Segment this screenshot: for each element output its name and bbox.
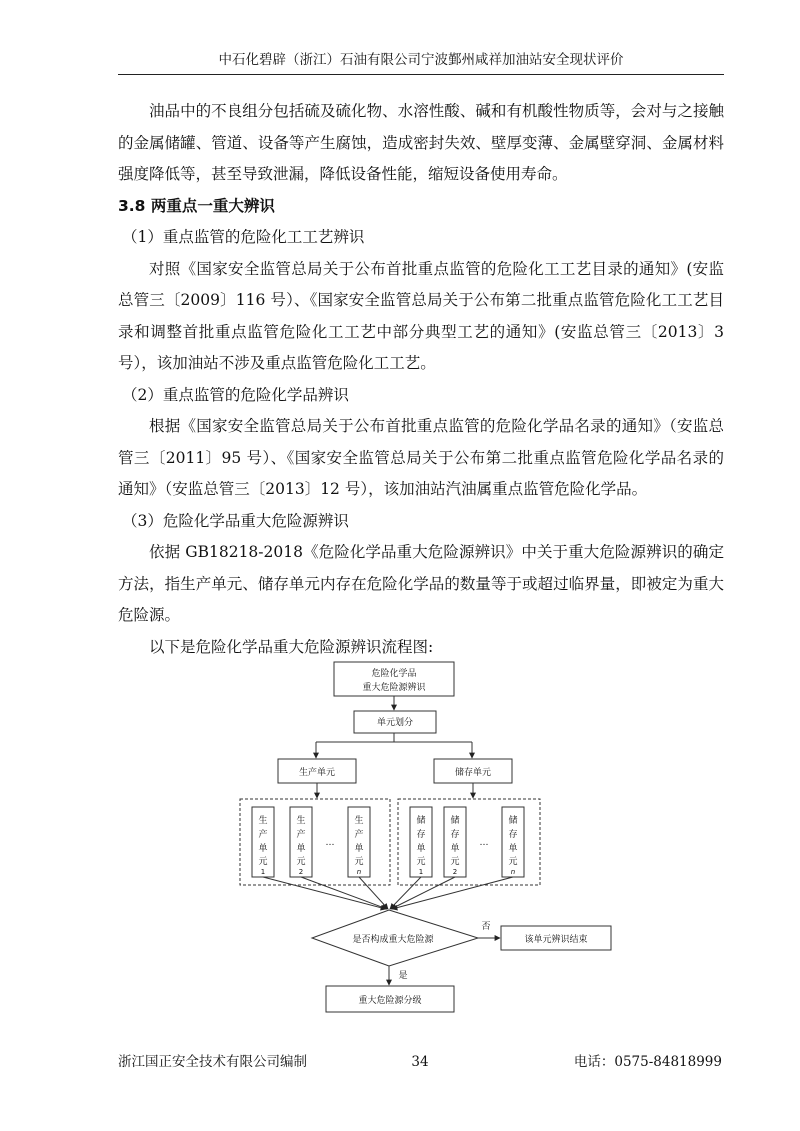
- paragraph-corrosion: 油品中的不良组分包括硫及硫化物、水溶性酸、碱和有机酸性物质等，会对与之接触的金属储罐、管道、设备等产生腐蚀，造成密封失效、壁厚变薄、金属壁穿洞、金属材料强度降低等，甚至导致泄漏，降低设备性能，缩短设备使用寿命。: [118, 102, 724, 183]
- unit-char: 储: [450, 816, 460, 826]
- unit-char: 单: [508, 844, 518, 854]
- subheading-process: （1）重点监管的危险化工工艺辨识: [122, 228, 365, 246]
- subheading-hazard-source: （3）危险化学品重大危险源辨识: [122, 511, 349, 530]
- unit-char: 单: [258, 844, 268, 854]
- unit-char: 元: [450, 857, 460, 867]
- unit-char: 元: [296, 857, 306, 867]
- unit-char: 生: [354, 816, 364, 826]
- unit-char: 产: [258, 830, 268, 840]
- unit-char: 产: [354, 830, 364, 840]
- flow-yes-label: 是: [398, 971, 408, 981]
- paragraph-chemicals: 根据《国家安全监管总局关于公布首批重点监管的危险化学品名录的通知》（安监总管三〔2011〕95 号）、《国家安全监管总局关于公布第二批重点监管危险化学品名录的通知》（安监总管三〔2013〕12 号），该加油站汽油属重点监管危险化学品。: [118, 417, 724, 498]
- flow-start-line1: 危险化学品: [371, 669, 417, 679]
- unit-char: 存: [508, 830, 518, 840]
- unit-char: 生: [258, 816, 268, 826]
- unit-char: 元: [258, 857, 268, 867]
- section-heading: 3.8 两重点一重大辨识: [118, 196, 275, 215]
- header-rule: [118, 74, 724, 75]
- flow-ellipsis: …: [479, 838, 489, 848]
- flow-no-label: 否: [481, 922, 491, 932]
- flow-decision-label: 是否构成重大危险源: [352, 935, 434, 945]
- unit-num: 1: [418, 868, 424, 876]
- paragraph-hazard-source: 依据 GB18218-2018《危险化学品重大危险源辨识》中关于重大危险源辨识的确定方法，指生产单元、储存单元内存在危险化学品的数量等于或超过临界量，即被定为重大危险源。: [118, 543, 724, 624]
- unit-num: n: [356, 868, 362, 876]
- flow-end-no-label: 该单元辨识结束: [524, 935, 588, 945]
- unit-char: 存: [416, 830, 426, 840]
- flow-ellipsis: …: [325, 838, 335, 848]
- unit-char: 生: [296, 816, 306, 826]
- unit-char: 单: [354, 844, 364, 854]
- unit-char: 单: [416, 844, 426, 854]
- footer-page-number: 34: [411, 1054, 429, 1070]
- flow-storage-label: 储存单元: [454, 768, 492, 778]
- unit-char: 储: [508, 816, 518, 826]
- unit-char: 单: [450, 844, 460, 854]
- footer-company: 浙江国正安全技术有限公司编制: [118, 1054, 307, 1070]
- flow-divide-label: 单元划分: [376, 718, 414, 728]
- unit-char: 元: [354, 857, 364, 867]
- document-body: [118, 96, 724, 663]
- unit-char: 存: [450, 830, 460, 840]
- unit-num: 2: [452, 868, 458, 876]
- subheading-chemicals: （2）重点监管的危险化学品辨识: [122, 385, 349, 404]
- paragraph-flowchart-intro: 以下是危险化学品重大危险源辨识流程图:: [149, 637, 434, 656]
- unit-char: 单: [296, 844, 306, 854]
- unit-num: n: [510, 868, 516, 876]
- unit-char: 元: [416, 857, 426, 867]
- paragraph-process: 对照《国家安全监管总局关于公布首批重点监管的危险化工工艺目录的通知》(安监总管三〔2009〕116 号）、《国家安全监管总局关于公布第二批重点监管危险化工工艺目录和调整首批重点监管危险化工工艺中部分典型工艺的通知》(安监总管三〔2013〕3 号），该加油站不涉及重点监管危险化工工艺。: [118, 259, 724, 372]
- unit-char: 储: [416, 816, 426, 826]
- flowchart: [238, 660, 618, 1020]
- unit-char: 元: [508, 857, 518, 867]
- flow-production-label: 生产单元: [298, 768, 336, 778]
- flow-start-line2: 重大危险源辨识: [362, 683, 426, 693]
- page-header: 中石化碧辟（浙江）石油有限公司宁波鄞州咸祥加油站安全现状评价: [218, 52, 624, 68]
- unit-num: 1: [260, 868, 266, 876]
- unit-num: 2: [298, 868, 304, 876]
- unit-char: 产: [296, 830, 306, 840]
- flow-end-yes-label: 重大危险源分级: [358, 996, 422, 1006]
- footer-phone: 电话：0575-84818999: [573, 1054, 722, 1070]
